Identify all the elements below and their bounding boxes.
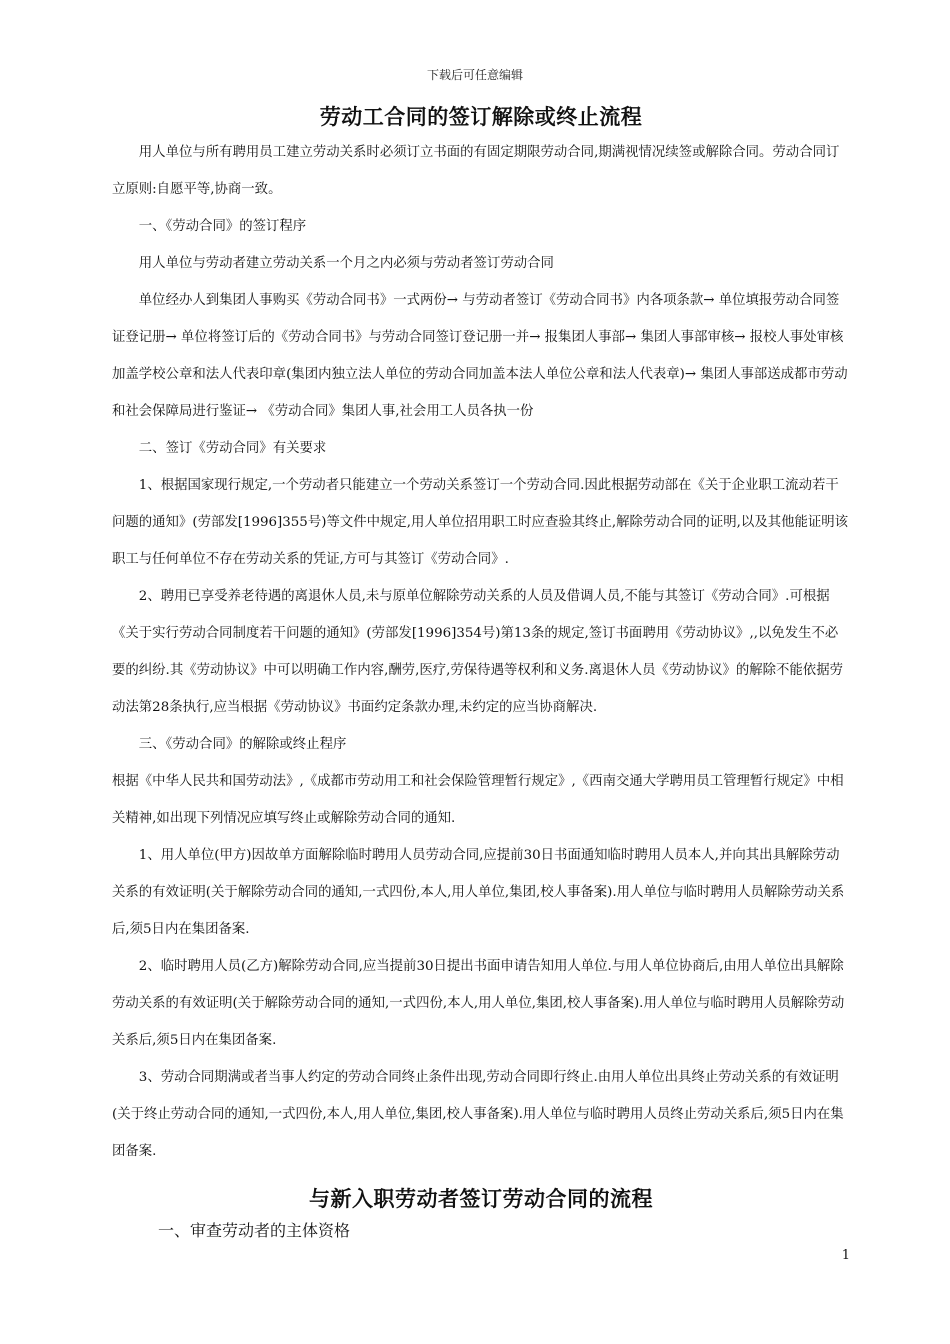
section-heading-termination: 三、《劳动合同》的解除或终止程序 [138, 737, 347, 752]
document-body [112, 100, 850, 1244]
subheading-qualification: 一、审查劳动者的主体资格 [158, 1221, 351, 1240]
page-number: 1 [841, 1248, 850, 1263]
section-heading-signing: 一、《劳动合同》的签订程序 [138, 219, 307, 234]
paragraph-legal-basis: 根据《中华人民共和国劳动法》,《成都市劳动用工和社会保险管理暂行规定》,《西南交通大学聘用员工管理暂行规定》中相关精神,如出现下列情况应填写终止或解除劳动合同的通知. [112, 774, 844, 826]
paragraph-one-month: 用人单位与劳动者建立劳动关系一个月之内必须与劳动者签订劳动合同 [138, 256, 554, 271]
paragraph-requirement-2: 2、聘用已享受养老待遇的离退休人员,未与原单位解除劳动关系的人员及借调人员,不能与其签订《劳动合同》.可根据《关于实行劳动合同制度若干问题的通知》(劳部发[1996]354号)第13条的规定,签订书面聘用《劳动协议》,,以免发生不必要的纠纷.其《劳动协议》中可以明确工作内容,酬劳,医疗,劳保待遇等权利和义务.离退休人员《劳动协议》的解除不能依据劳动法第28条执行,应当根据《劳动协议》书面约定条款办理,未约定的应当协商解决. [112, 589, 843, 715]
paragraph-termination-2: 2、临时聘用人员(乙方)解除劳动合同,应当提前30日提出书面申请告知用人单位.与用人单位协商后,由用人单位出具解除劳动关系的有效证明(关于解除劳动合同的通知,一式四份,本人,用人单位,集团,校人事备案).用人单位与临时聘用人员解除劳动关系后,须5日内在集团备案. [112, 959, 845, 1048]
paragraph-requirement-1: 1、根据国家现行规定,一个劳动者只能建立一个劳动关系签订一个劳动合同.因此根据劳动部在《关于企业职工流动若干问题的通知》(劳部发[1996]355号)等文件中规定,用人单位招用职工时应查验其终止,解除劳动合同的证明,以及其他能证明该职工与任何单位不存在劳动关系的凭证,方可与其签订《劳动合同》. [112, 478, 849, 567]
page-header-note: 下载后可任意编辑 [426, 68, 523, 82]
paragraph-signing-flow: 单位经办人到集团人事购买《劳动合同书》一式两份→ 与劳动者签订《劳动合同书》内各项条款→ 单位填报劳动合同签证登记册→ 单位将签订后的《劳动合同书》与劳动合同签订登记册一并→ 报集团人事部→ 集团人事部审核→ 报校人事处审核加盖学校公章和法人代表印章(集团内独立法人单位的劳动合同加盖本法人单位公章和法人代表章)→ 集团人事部送成都市劳动和社会保障局进行鉴证→ 《劳动合同》集团人事,社会用工人员各执一份 [112, 293, 848, 419]
document-title: 劳动工合同的签订解除或终止流程 [319, 104, 643, 129]
paragraph-intro: 用人单位与所有聘用员工建立劳动关系时必须订立书面的有固定期限劳动合同,期满视情况续签或解除合同。劳动合同订立原则:自愿平等,协商一致。 [112, 145, 840, 197]
paragraph-termination-1: 1、用人单位(甲方)因故单方面解除临时聘用人员劳动合同,应提前30日书面通知临时聘用人员本人,并向其出具解除劳动关系的有效证明(关于解除劳动合同的通知,一式四份,本人,用人单位,集团,校人事备案).用人单位与临时聘用人员解除劳动关系后,须5日内在集团备案. [112, 848, 845, 937]
paragraph-termination-3: 3、劳动合同期满或者当事人约定的劳动合同终止条件出现,劳动合同即行终止.由用人单位出具终止劳动关系的有效证明(关于终止劳动合同的通知,一式四份,本人,用人单位,集团,校人事备案).用人单位与临时聘用人员终止劳动关系后,须5日内在集团备案. [112, 1070, 844, 1159]
section-title-new-hire: 与新入职劳动者签订劳动合同的流程 [309, 1186, 653, 1211]
section-heading-requirements: 二、签订《劳动合同》有关要求 [138, 441, 327, 456]
